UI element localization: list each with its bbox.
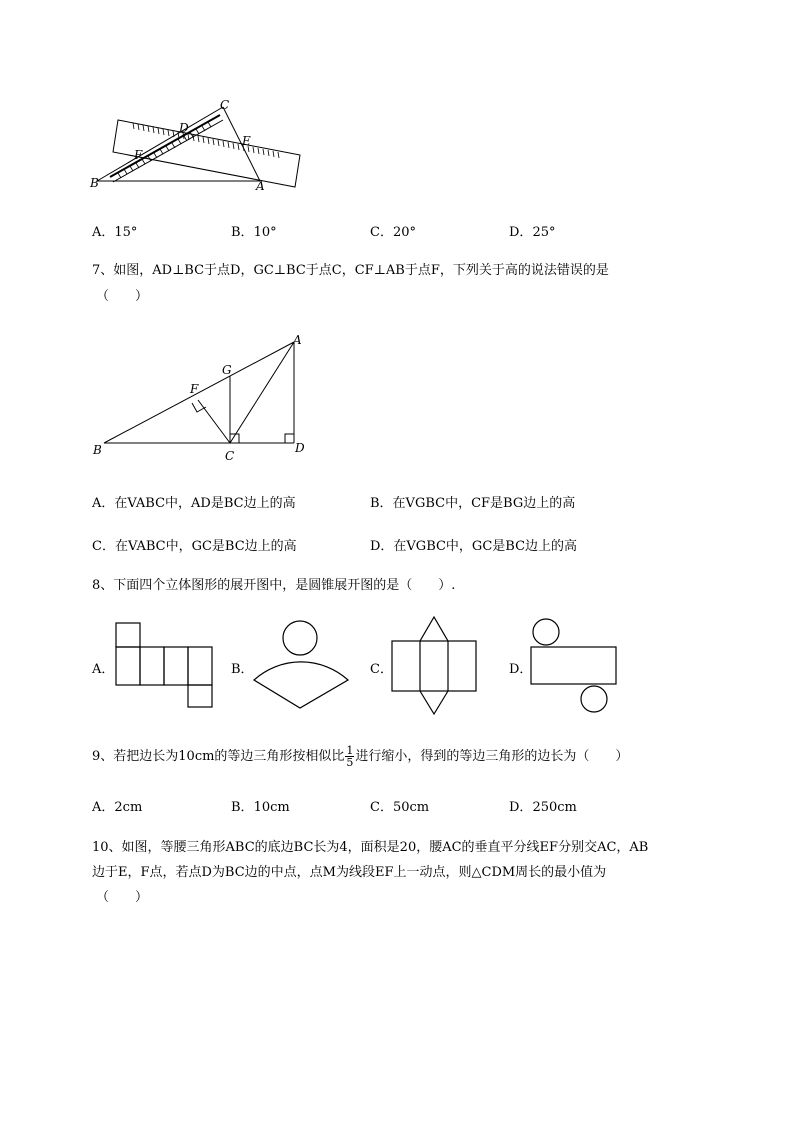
label-C: C — [220, 98, 230, 112]
label-G: G — [222, 363, 232, 377]
q9-option-b: B．10cm — [231, 800, 290, 815]
q7-option-d: D．在VGBC中，GC是BC边上的高 — [370, 539, 578, 554]
q7-option-b: B．在VGBC中，CF是BG边上的高 — [370, 496, 576, 511]
prism-net-figure — [391, 616, 479, 716]
q10-text-line3: （ ） — [96, 890, 149, 905]
q10-text-line2: 边于E，F点，若点D为BC边的中点，点M为线段EF上一动点，则△CDM周长的最小值为 — [92, 865, 607, 880]
option-b: B．10° — [231, 225, 277, 240]
ratio-fraction: $\frac{1}{5}$ — [346, 744, 354, 769]
q8-label-d: D． — [509, 662, 533, 677]
cone-net-figure — [252, 620, 352, 712]
q9-text: 9、若把边长为10cm的等边三角形按相似比 $\frac{1}{5}$ 进行缩小，得到的等边三角形的边长为（ ） — [92, 744, 629, 769]
label-B: B — [90, 176, 99, 190]
label-A: A — [256, 179, 265, 193]
q8-text: 8、下面四个立体图形的展开图中，是圆锥展开图的是（ ）. — [92, 578, 456, 593]
q8-label-b: B． — [231, 662, 254, 677]
q7-text-line2: （ ） — [96, 289, 149, 304]
altitude-triangle-figure — [90, 330, 320, 465]
label-D: D — [295, 441, 305, 455]
q8-label-a: A． — [92, 662, 115, 677]
cylinder-net-figure — [530, 617, 620, 717]
q7-option-a: A．在VABC中，AD是BC边上的高 — [92, 496, 296, 511]
q9-option-a: A．2cm — [92, 800, 143, 815]
q9-option-c: C．50cm — [370, 800, 430, 815]
q7-option-c: C．在VABC中，GC是BC边上的高 — [92, 539, 297, 554]
q8-label-c: C． — [370, 662, 393, 677]
ruler-triangle-figure — [88, 95, 308, 195]
q9-option-d: D．250cm — [509, 800, 577, 815]
label-B: B — [93, 443, 102, 457]
label-F: F — [134, 148, 143, 162]
option-c: C．20° — [370, 225, 416, 240]
label-A: A — [293, 333, 302, 347]
label-F: F — [190, 382, 199, 396]
label-E: E — [242, 134, 251, 148]
label-C: C — [225, 449, 235, 463]
q10-text-line1: 10、如图，等腰三角形ABC的底边BC长为4，面积是20，腰AC的垂直平分线EF分别交AC，AB — [92, 840, 649, 855]
label-D: D — [179, 121, 189, 135]
option-a: A．15° — [92, 225, 138, 240]
option-d: D．25° — [509, 225, 556, 240]
cube-net-figure — [115, 622, 215, 710]
q7-text-line1: 7、如图，AD⊥BC于点D，GC⊥BC于点C，CF⊥AB于点F，下列关于高的说法错误的是 — [92, 263, 609, 278]
